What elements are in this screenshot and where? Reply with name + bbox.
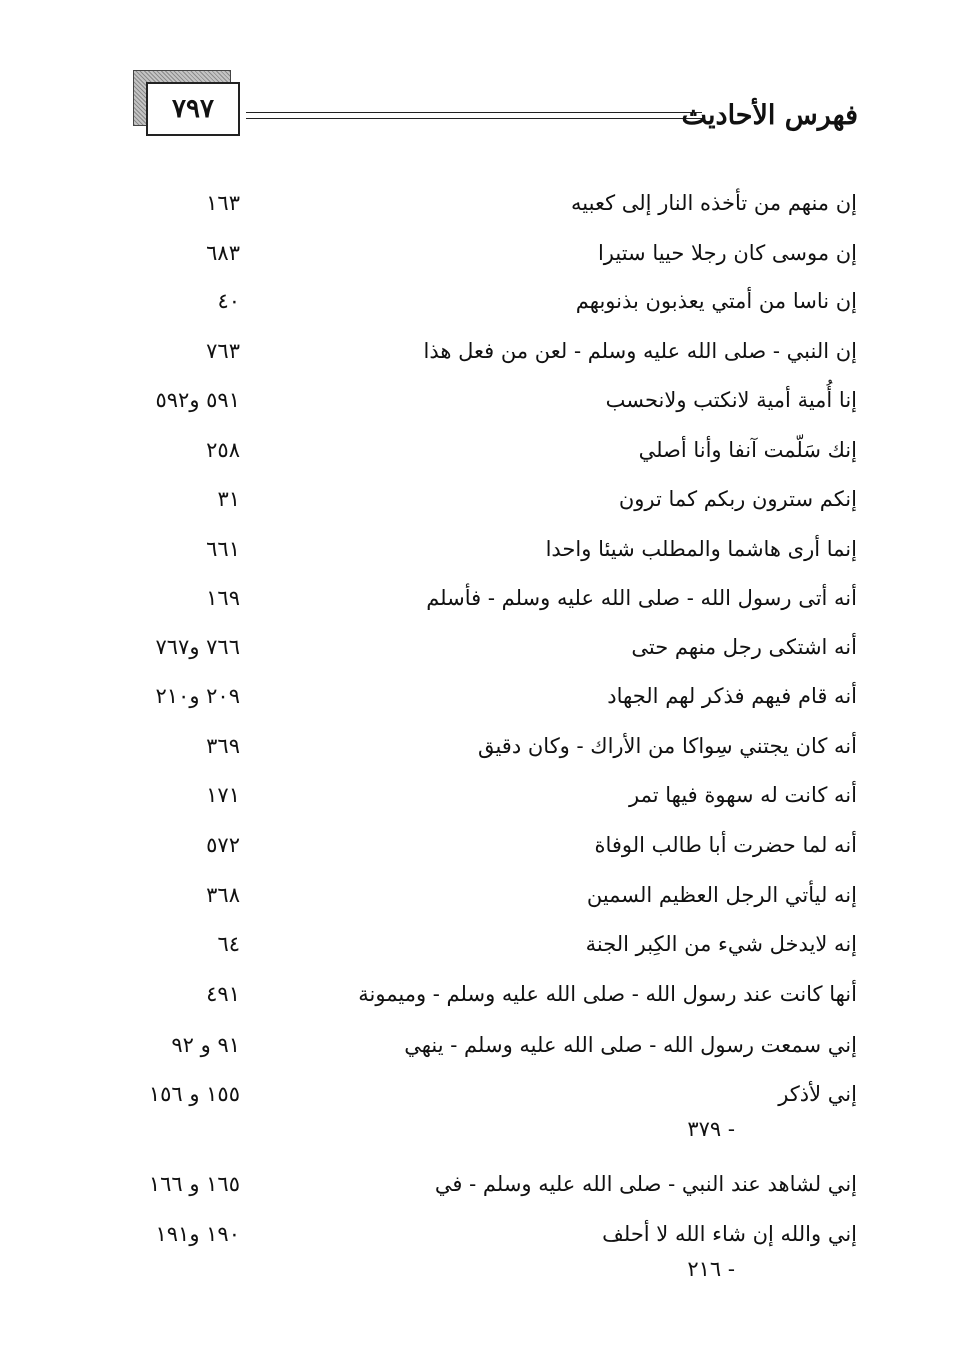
hadith-entry-text: إنه لايدخل شيء من الكِبر الجنة [585, 932, 857, 956]
hadith-entry-text: إنما أرى هاشما والمطلب شيئا واحدا [545, 537, 857, 561]
hadith-entry-pages: ٥٧٢ [206, 833, 240, 857]
hadith-entry-pages: ٣٦٩ [206, 734, 240, 758]
hadith-entry-text: إني لأذكر [778, 1082, 857, 1106]
header-rule-bottom [246, 118, 702, 119]
hadith-entry-pages: ٤٠ [217, 289, 240, 313]
hadith-entry-pages: ١٦٩ [206, 586, 240, 610]
hadith-entry-text: إن منهم من تأخذه النار إلى كعبيه [571, 191, 857, 215]
hadith-entry-text: إنك سَلّمت آنفا وأنا أصلي [638, 438, 857, 462]
hadith-entry-text: أنه قام فيهم فذكر لهم الجهاد [607, 684, 857, 708]
hadith-entry-text: إنكم سترون ربكم كما ترون [618, 487, 857, 511]
page-title: فهرس الأحاديث [681, 100, 858, 131]
hadith-entry-pages: ٣١ [217, 487, 240, 511]
hadith-entry-pages: ٧٦٣ [206, 339, 240, 363]
hadith-entry-pages: ٩١ و ٩٢ [171, 1033, 240, 1057]
hadith-entry-pages: ٣٦٨ [206, 883, 240, 907]
hadith-entry-pages: ٦٨٣ [206, 241, 240, 265]
hadith-entry-text: أنه لما حضرت أبا طالب الوفاة [594, 833, 857, 857]
hadith-entry-pages: ٦٤ [217, 932, 240, 956]
hadith-entry-continuation: - ٢١٦ [687, 1257, 735, 1281]
hadith-entry-pages: ٥٩١ و٥٩٢ [155, 388, 240, 412]
hadith-entry-pages: ١٦٣ [206, 191, 240, 215]
hadith-entry-text: أنه كانت له سهوة فيها تمر [629, 783, 857, 807]
hadith-entry-pages: ٤٩١ [206, 982, 240, 1006]
hadith-entry-text: إنا أُمية أمية لانكتب ولانحسب [605, 388, 857, 412]
hadith-entry-text: إن ناسا من أمتي يعذبون بذنوبهم [575, 289, 857, 313]
page-number: ٧٩٧ [146, 82, 240, 136]
hadith-entry-pages: ٢٠٩ و٢١٠ [155, 684, 240, 708]
hadith-entry-pages: ١٧١ [206, 783, 240, 807]
hadith-entry-text: إن موسى كان رجلا حييا ستيرا [597, 241, 857, 265]
hadith-entry-pages: ٢٥٨ [206, 438, 240, 462]
hadith-entry-text: أنه أتى رسول الله - صلى الله عليه وسلم - فأسلم [426, 586, 857, 610]
header-rule-top [246, 112, 702, 113]
hadith-entry-text: إني والله إن شاء الله لا أحلف [602, 1222, 857, 1246]
hadith-entry-pages: ١٩٠ و١٩١ [155, 1222, 240, 1246]
hadith-entry-continuation: - ٣٧٩ [687, 1117, 735, 1141]
hadith-entry-text: أنه اشتكى رجل منهم حتى [631, 635, 857, 659]
hadith-entry-text: إنه ليأتي الرجل العظيم السمين [586, 883, 857, 907]
hadith-entry-text: إني سمعت رسول الله - صلى الله عليه وسلم - ينهي [404, 1033, 857, 1057]
hadith-entry-pages: ٧٦٦ و٧٦٧ [155, 635, 240, 659]
hadith-entry-text: إن النبي - صلى الله عليه وسلم - لعن من فعل هذا [423, 339, 857, 363]
hadith-entry-pages: ٦٦١ [206, 537, 240, 561]
hadith-entry-text: إني لشاهد عند النبي - صلى الله عليه وسلم - في [434, 1172, 857, 1196]
hadith-entry-pages: ١٦٥ و ١٦٦ [148, 1172, 240, 1196]
hadith-entry-pages: ١٥٥ و ١٥٦ [148, 1082, 240, 1106]
hadith-entry-text: أنها كانت عند رسول الله - صلى الله عليه وسلم - وميمونة [358, 982, 857, 1006]
hadith-entry-text: أنه كان يجتني سِواكا من الأراك - وكان دقيق [477, 734, 857, 758]
